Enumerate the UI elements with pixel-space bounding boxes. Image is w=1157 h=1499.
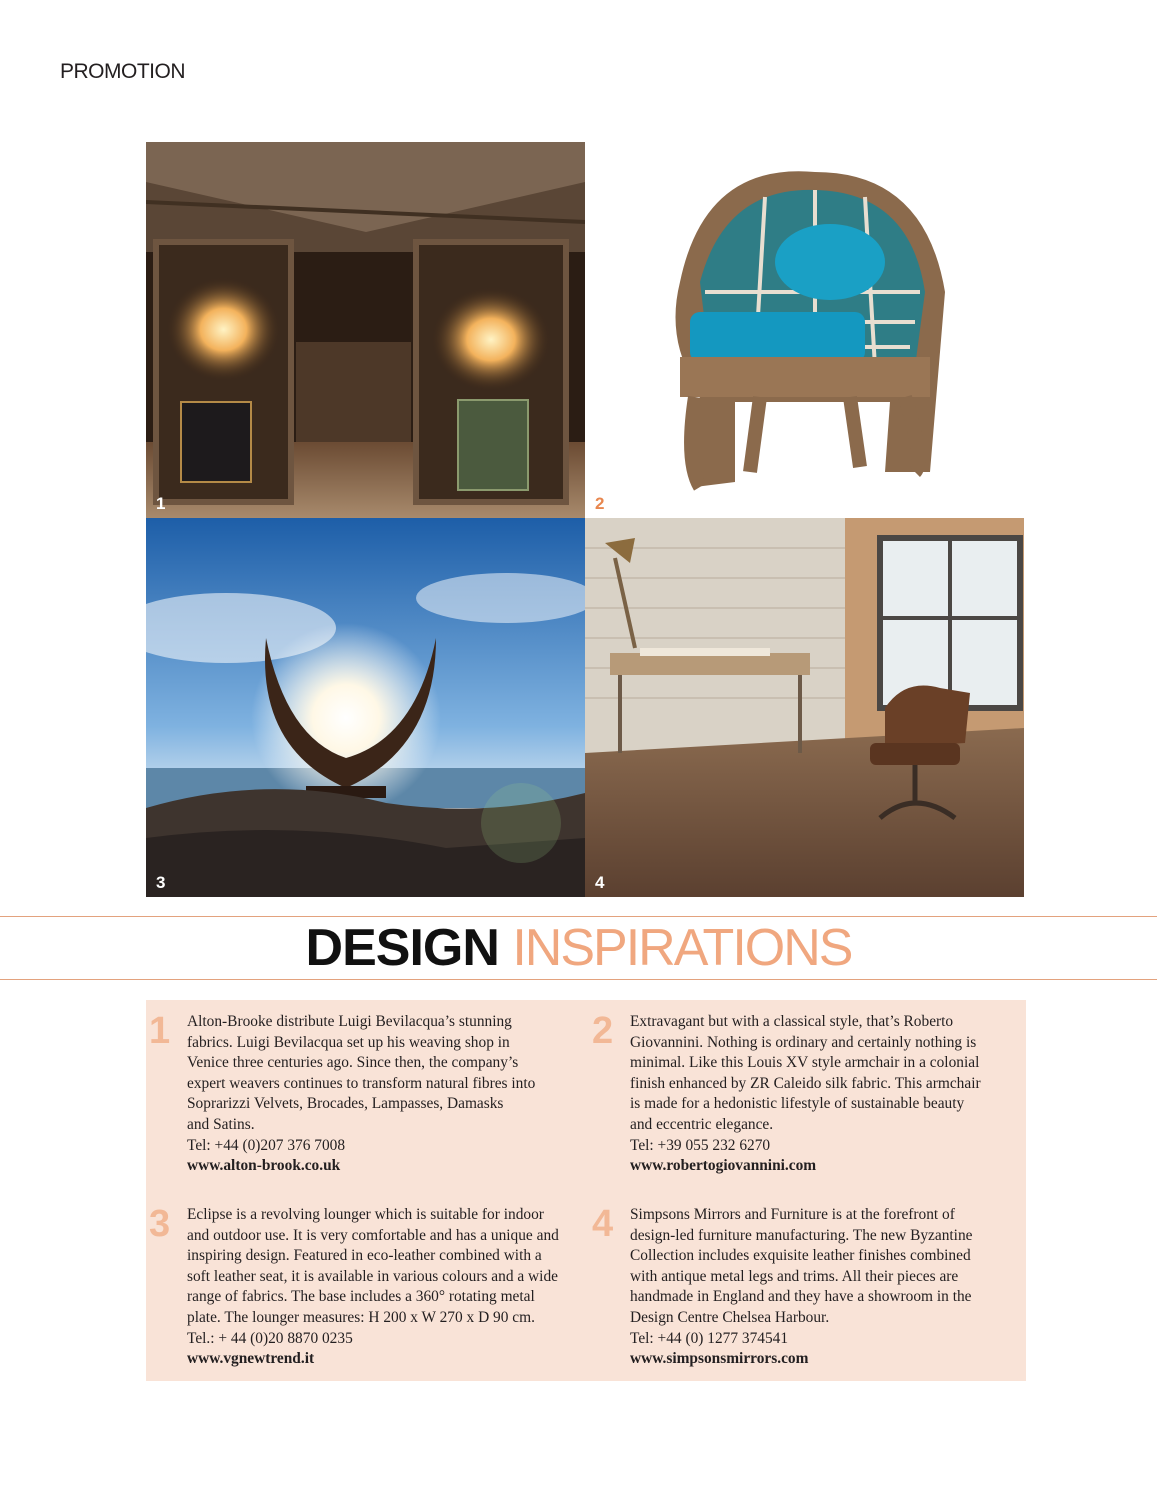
bottom-rule (0, 979, 1157, 980)
headline-bold: DESIGN (305, 919, 499, 977)
entry-line: Simpsons Mirrors and Furniture is at the forefront of (630, 1206, 955, 1223)
entry-line: plate. The lounger measures: H 200 x W 270 x D 90 cm. (187, 1308, 535, 1326)
headline-light: INSPIRATIONS (512, 919, 852, 977)
photo-number-1: 1 (156, 494, 166, 513)
entry-tel: Tel.: + 44 (0)20 8870 0235 (187, 1329, 353, 1347)
entry-tel: Tel: +44 (0) 1277 374541 (630, 1329, 789, 1347)
photo-number-3: 3 (156, 873, 166, 892)
entry-1 (149, 1010, 587, 1177)
entry-line: Design Centre Chelsea Harbour. (630, 1308, 830, 1326)
entry-line: expert weavers continues to transform natural fibres into (187, 1074, 536, 1092)
entry-number: 3 (149, 1203, 171, 1245)
entry-line: is made for a hedonistic lifestyle of sustainable beauty (630, 1095, 965, 1113)
entry-line: handmade in England and they have a showroom in the (630, 1288, 972, 1306)
entry-line: Eclipse is a revolving lounger which is suitable for indoor (187, 1206, 544, 1223)
entry-url-link[interactable]: www.alton-brook.co.uk (187, 1157, 341, 1175)
entry-3 (149, 1203, 587, 1370)
entry-line: Soprarizzi Velvets, Brocades, Lampasses, Damasks (187, 1095, 504, 1113)
entry-4 (592, 1203, 1030, 1370)
entry-line: range of fabrics. The base includes a 360° rotating metal (187, 1288, 535, 1306)
entry-line: soft leather seat, it is available in various colours and a wide (187, 1267, 558, 1285)
entry-tel: Tel: +44 (0)207 376 7008 (187, 1136, 346, 1154)
entry-line: design-led furniture manufacturing. The new Byzantine (630, 1226, 973, 1244)
entry-url-link[interactable]: www.simpsonsmirrors.com (630, 1350, 809, 1368)
entry-line: minimal. Like this Louis XV style armchair in a colonial (630, 1054, 980, 1072)
entry-number: 1 (149, 1010, 171, 1052)
entry-line: and eccentric elegance. (630, 1115, 774, 1133)
info-panel (146, 1000, 1026, 1381)
entry-url-link[interactable]: www.robertogiovannini.com (630, 1157, 817, 1175)
entry-line: Extravagant but with a classical style, that’s Roberto (630, 1013, 954, 1030)
entry-line: with antique metal legs and trims. All their pieces are (630, 1267, 959, 1285)
section-label: PROMOTION (60, 60, 185, 83)
photo-number-2: 2 (595, 494, 605, 513)
entry-number: 4 (592, 1203, 614, 1245)
entry-line: and Satins. (187, 1115, 255, 1133)
entry-line: finish enhanced by ZR Caleido silk fabric. This armchair (630, 1074, 981, 1092)
entry-line: Alton-Brooke distribute Luigi Bevilacqua’s stunning (187, 1013, 512, 1030)
entry-2 (592, 1010, 1030, 1177)
entry-line: Venice three centuries ago. Since then, the company’s (187, 1054, 519, 1072)
photo-weaving-looms (146, 142, 585, 518)
entry-line: Giovannini. Nothing is ordinary and certainly nothing is (630, 1033, 977, 1051)
photo-eclipse-lounger (146, 518, 585, 897)
entry-line: and outdoor use. It is very comfortable and has a unique and (187, 1226, 559, 1244)
entry-line: fabrics. Luigi Bevilacqua set up his weaving shop in (187, 1033, 510, 1051)
photo-armchair (585, 142, 1024, 518)
entry-tel: Tel: +39 055 232 6270 (630, 1136, 771, 1154)
headline (0, 916, 1157, 980)
photo-desk-and-chair (585, 518, 1024, 897)
entry-line: inspiring design. Featured in eco-leather combined with a (187, 1247, 542, 1265)
entry-url-link[interactable]: www.vgnewtrend.it (187, 1350, 315, 1368)
entry-line: Collection includes exquisite leather finishes combined (630, 1247, 971, 1265)
entry-number: 2 (592, 1010, 614, 1052)
photo-number-4: 4 (595, 873, 605, 892)
